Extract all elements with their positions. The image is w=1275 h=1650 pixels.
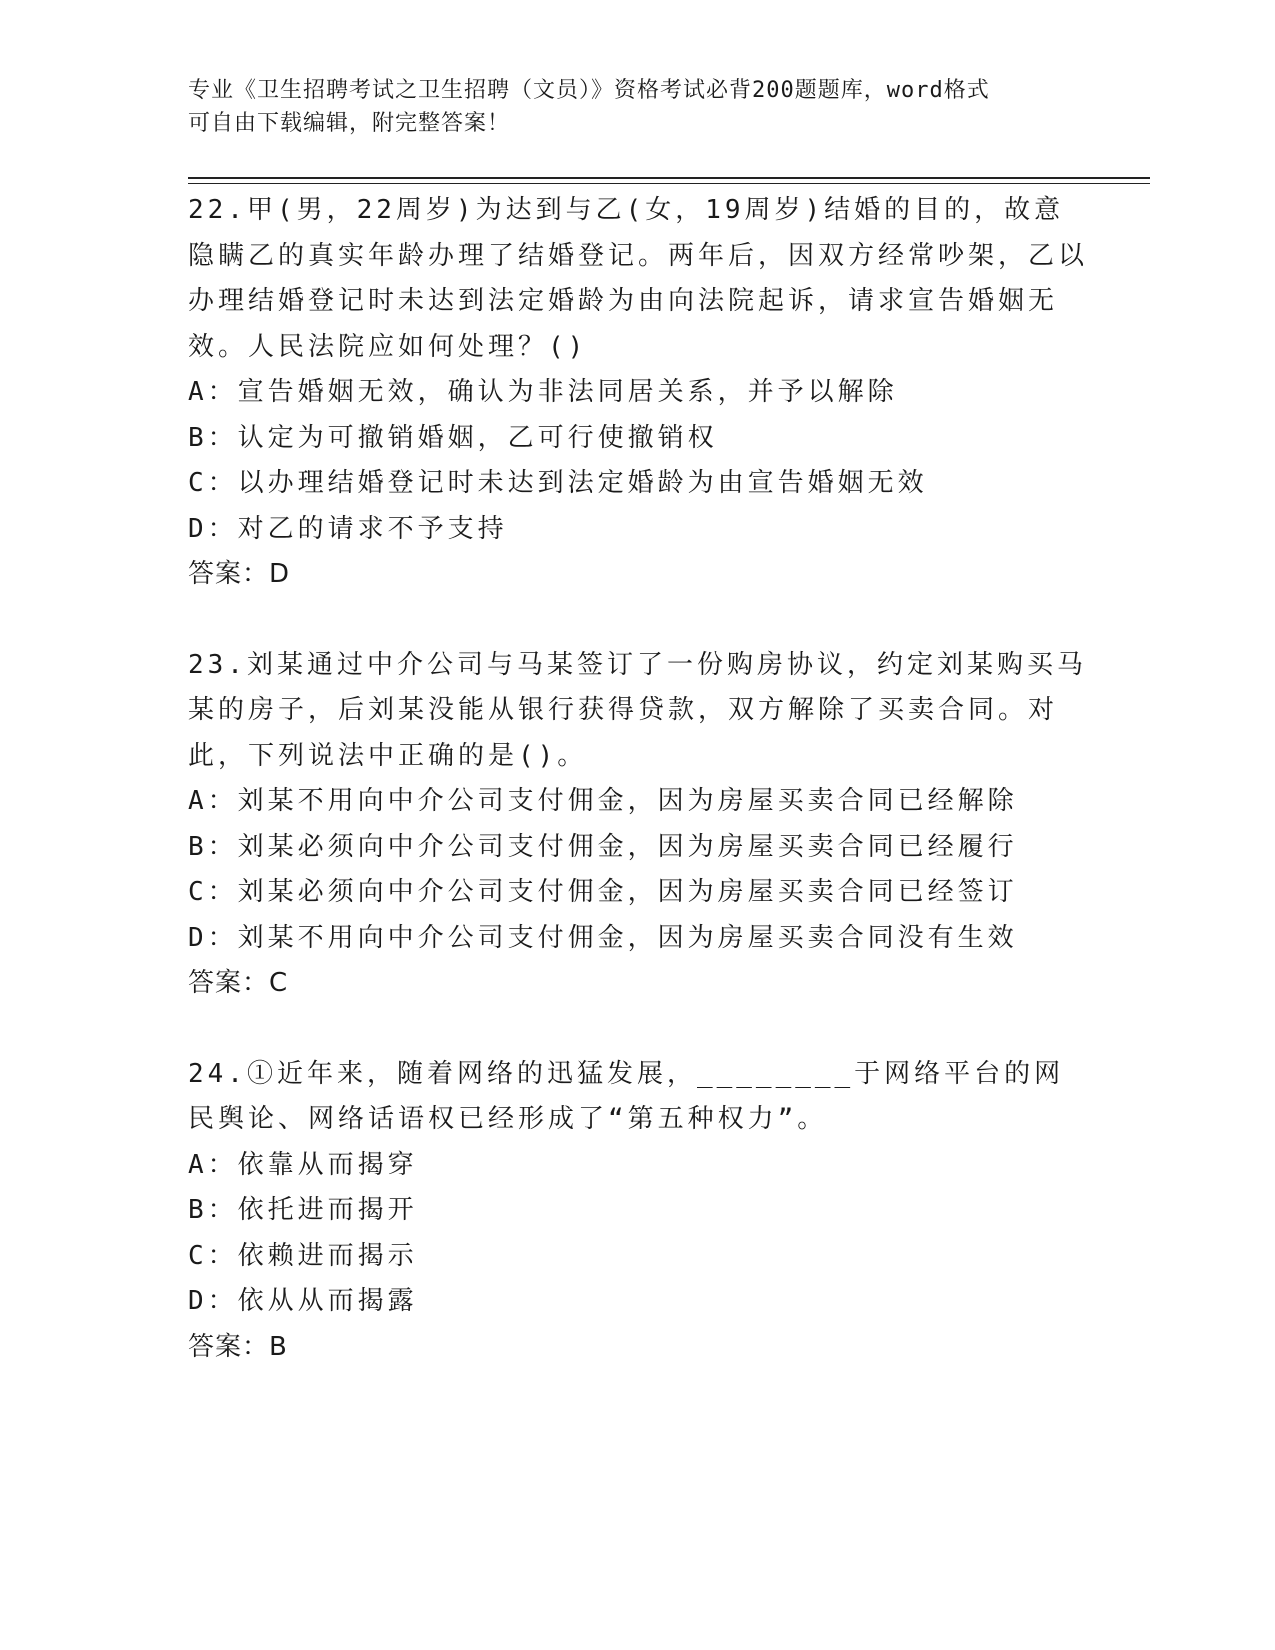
- question-24: [188, 1052, 1088, 1371]
- answer: 答案：D: [188, 559, 291, 589]
- option-a: A：宣告婚姻无效，确认为非法同居关系，并予以解除: [188, 377, 898, 407]
- option-b: B：刘某必须向中介公司支付佣金，因为房屋买卖合同已经履行: [188, 831, 1018, 862]
- answer: 答案：C: [188, 968, 289, 998]
- option-c: C：刘某必须向中介公司支付佣金，因为房屋买卖合同已经签订: [188, 877, 1018, 907]
- question-22: [188, 188, 1088, 598]
- question-stem: 22.甲(男，22周岁)为达到与乙(女，19周岁)结婚的目的，故意隐瞒乙的真实年龄办理了结婚登记。两年后，因双方经常吵架，乙以办理结婚登记时未达到法定婚龄为由向法院起诉，请求宣告婚姻无效。人民法院应如何处理？(): [188, 195, 1089, 362]
- question-stem: 23.刘某通过中介公司与马某签订了一份购房协议，约定刘某购买马某的房子，后刘某没能从银行获得贷款，双方解除了买卖合同。对此，下列说法中正确的是()。: [188, 649, 1087, 771]
- option-c: C：依赖进而揭示: [188, 1240, 418, 1271]
- option-b: B：依托进而揭开: [188, 1195, 418, 1225]
- header-divider-thick: [188, 177, 1150, 179]
- option-d: D：依从从而揭露: [188, 1286, 418, 1316]
- option-a: A：刘某不用向中介公司支付佣金，因为房屋买卖合同已经解除: [188, 786, 1018, 816]
- answer: 答案：B: [188, 1331, 288, 1362]
- header-line-1: 专业《卫生招聘考试之卫生招聘（文员）》资格考试必背200题题库，word格式: [188, 78, 990, 103]
- option-c: C：以办理结婚登记时未达到法定婚龄为由宣告婚姻无效: [188, 468, 928, 498]
- document-header: [188, 74, 1068, 140]
- question-stem: 24.①近年来，随着网络的迅猛发展，________于网络平台的网民舆论、网络话语权已经形成了“第五种权力”。: [188, 1058, 1065, 1134]
- option-a: A：依靠从而揭穿: [188, 1149, 418, 1180]
- question-list: [188, 188, 1088, 1370]
- question-23: [188, 643, 1088, 1007]
- header-divider-thin: [188, 183, 1150, 184]
- option-b: B：认定为可撤销婚姻，乙可行使撤销权: [188, 422, 718, 453]
- option-d: D：对乙的请求不予支持: [188, 513, 508, 544]
- header-line-2: 可自由下载编辑，附完整答案！: [188, 111, 511, 136]
- option-d: D：刘某不用向中介公司支付佣金，因为房屋买卖合同没有生效: [188, 922, 1018, 953]
